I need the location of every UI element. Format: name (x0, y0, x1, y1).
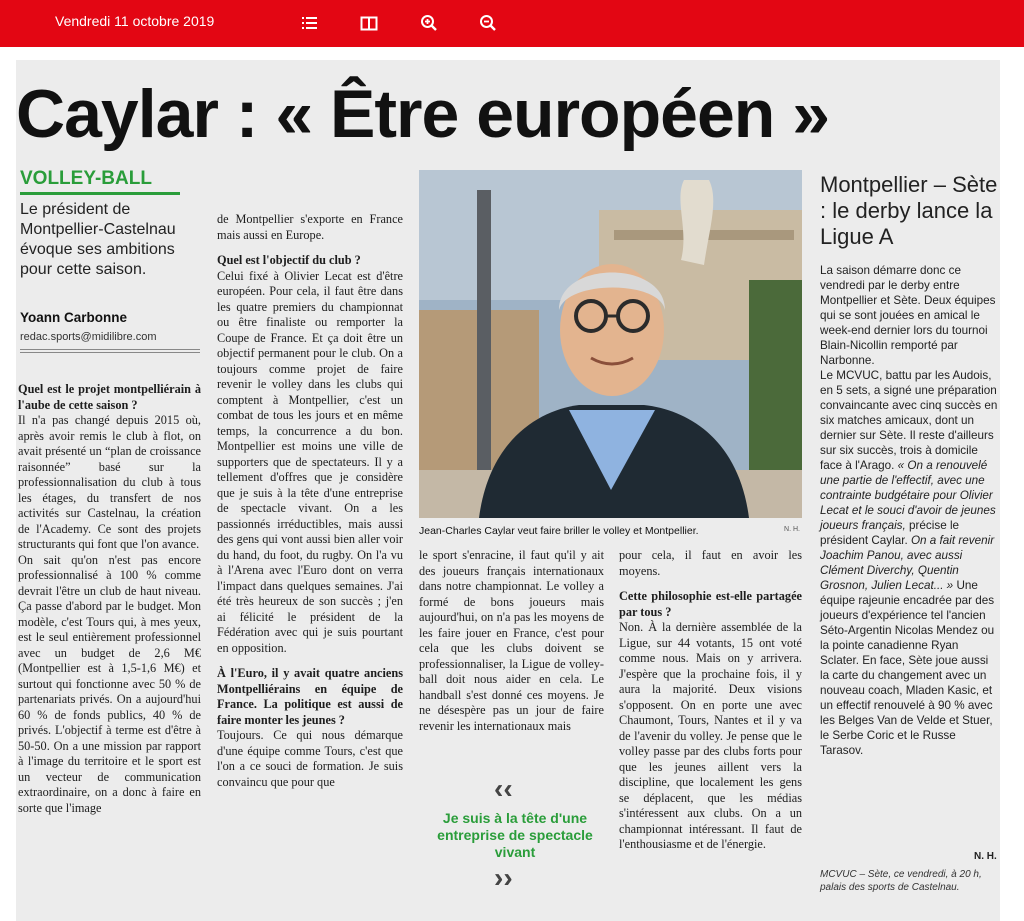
portrait-photo (419, 170, 802, 518)
divider (20, 352, 200, 353)
zoom-out-icon[interactable] (475, 10, 501, 36)
list-icon[interactable] (297, 10, 323, 36)
quote-open-mark: ‹‹ (494, 773, 513, 804)
sidebar-paragraph-1: La saison démarre donc ce vendredi par le derby entre Montpellier et Sète. Deux équipes qui se sont jouées en amical le week-end dernier lors du tournoi Blain-Nicollin remporté par Narbonne. (820, 264, 996, 367)
sidebar-attribution: précise le président Caylar. (820, 519, 960, 547)
answer-2: Celui fixé à Olivier Lecat est d'être européen. Pour cela, il faut être dans les quatre premiers du championnat ou être finaliste ou remporter la Coupe de France. Et ça doit être un objectif permanent pour le club. On a toujours comme projet de faire revenir le volley dans les clubs qui comptent à Montpellier, c'est un combat de tous les jours et en même temps, la concurrence a du bon. Montpellier est moins une ville de supporters que de spectateurs. Il y a tellement d'offres que je considère que je suis à la tête d'une entreprise de spectacle vivant. On a les passionnés irréductibles, mais aussi des gens qui vont aussi bien aller voir du hand, du foot, du rugby. On l'a vu à l'Arena avec l'Euro dont on verra l'impact dans quelques semaines. J'ai été très heureux de son succès ; j'en ai félicité le président de la Fédération avec qui je suis pourtant en opposition. (217, 268, 403, 655)
divider (20, 349, 200, 350)
quote-close-mark: ›› (494, 862, 513, 893)
zoom-in-icon[interactable] (416, 10, 442, 36)
answer-1: Il n'a pas changé depuis 2015 où, après avoir remis le club à flot, on avait présenté un “plan de croissance raisonnée” basé sur la professionnalisation du club à tous les étages, du transfert de nos activités sur Castelnau, la création de l'Academy. Ce sont des projets structurants qui font que l'on avance. (18, 413, 201, 551)
answer-4: Non. À la dernière assemblée de la Ligue, sur 44 votants, 15 ont voté comme nous. Mais on y arrivera. J'espère que la prochaine fois, il y aura la majorité. Deux visions s'opposent. On en porte une avec Chaumont, Tours, Nantes et il y va de l'avenir du volley. Je pense que le volley passe par des clubs forts pour que les jeunes aillent vers la discipline, que localement les gens se déplacent, que les médias s'intéressent aux clubs. On a un championnat intéressant. Il faut de l'enthousiasme et de l'énergie. (619, 620, 802, 851)
photo-illustration (419, 170, 802, 518)
pull-quote: Je suis à la tête d'une entreprise de spectacle vivant (437, 810, 593, 860)
answer-3-continued: le sport s'enracine, il faut qu'il y ait des joueurs français internationaux dans notre championnat. Le volley a formé de bons joueurs mais aujourd'hui, on n'a pas les moyens de les faire jouer en France, c'est pour cela que les clubs doivent se professionnaliser, la Ligue de volley-ball doit nous aider en cela. Le handball s'est donné ces moyens. Je ne désespère pas un jour de faire revenir les internationaux mais (419, 548, 604, 733)
column-1 (18, 382, 201, 917)
rubric-underline (20, 192, 180, 195)
standfirst: Le président de Montpellier-Castelnau évoque ses ambitions pour cette saison. (20, 201, 176, 278)
photo-credit: N. H. (784, 526, 800, 533)
sidebar-signature: N. H. (974, 851, 997, 862)
answer-3-end: pour cela, il faut en avoir les moyens. (619, 548, 802, 578)
column-4 (619, 548, 802, 918)
caption-text: Jean-Charles Caylar veut faire briller le volley et Montpellier. (419, 525, 699, 537)
answer-1-continued: On sait qu'on n'est pas encore professionnalisé à 100 % comme devrait l'être un club de haut niveau. Ça passe d'abord par le budget. Mon modèle, c'est Tours qui, à mes yeux, est le seul entièrement professionnel avec un budget de 2,6 M€ (Montpellier est à 1,5-1,6 M€) et surtout qui fonctionne avec 50 % de partenariats privés. On a aujourd'hui 60 % de fonds publics, 40 % de privés. L'objectif à terme est d'être à 50-50. On a une mission par rapport à l'image du territoire et le sport est un vecteur de communication extraordinaire, on a donc à faire en sorte que l'image (18, 552, 201, 815)
photo-caption (419, 525, 802, 537)
top-toolbar (0, 0, 1024, 47)
sidebar-paragraph-2: Le MCVUC, battu par les Audois, en 5 sets, a signé une préparation convaincante avec cinq succès en six matches amicaux, dont un dernier sur Sète. Il reste d'ailleurs sur six succès, trois à domicile face à l'Arago. (820, 369, 998, 472)
sidebar-paragraph-3: Une équipe rajeunie encadrée par des joueurs d'expérience tel l'ancien Séto-Argentin Nicolas Mendez ou la pointe canadienne Ryan Sclater. En face, Sète joue aussi la carte du changement avec un nouveau coach, Mladen Kasic, et un effectif renouvelé à 90 % avec les Belges Van de Velde et Stuer, le Serbe Coric et le Russe Tarasov. (820, 579, 995, 757)
sidebar-quote-2: On a fait revenir Joachim Panou, avec aussi Clément Diverchy, Quentin Grosnon, Julien Lecat... » (820, 534, 995, 592)
headline: Caylar : « Être européen » (16, 76, 830, 152)
rubric: VOLLEY-BALL (20, 168, 152, 189)
question-3: À l'Euro, il y avait quatre anciens Montpelliérains en équipe de France. La politique est aussi de faire monter les jeunes ? (217, 666, 403, 727)
question-2: Quel est l'objectif du club ? (217, 253, 361, 267)
column-2 (217, 212, 403, 917)
answer-3: Toujours. Ce qui nous démarque d'une équipe comme Tours, c'est que l'on a ce souci de formation. Je suis convaincu que pour que (217, 728, 403, 789)
column-3 (419, 548, 604, 768)
author-email[interactable]: redac.sports@midilibre.com (20, 331, 157, 343)
question-4: Cette philosophie est-elle partagée par tous ? (619, 589, 802, 619)
match-info: MCVUC – Sète, ce vendredi, à 20 h, palais des sports de Castelnau. (820, 869, 982, 893)
author-name: Yoann Carbonne (20, 310, 128, 325)
newspaper-page (16, 60, 1000, 921)
sidebar-title: Montpellier – Sète : le derby lance la Ligue A (820, 172, 998, 249)
sidebar-quote-1: « On a renouvelé une partie de l'effectif, avec une contrainte budgétaire pour Olivier Lecat et le souci d'avoir de jeunes joueurs français, (820, 459, 996, 532)
book-icon[interactable] (356, 10, 382, 36)
question-1: Quel est le projet montpelliérain à l'aube de cette saison ? (18, 382, 201, 412)
answer-1-end: de Montpellier s'exporte en France mais aussi en Europe. (217, 212, 403, 242)
issue-date: Vendredi 11 octobre 2019 (55, 13, 215, 29)
sidebar-text (820, 263, 1000, 758)
